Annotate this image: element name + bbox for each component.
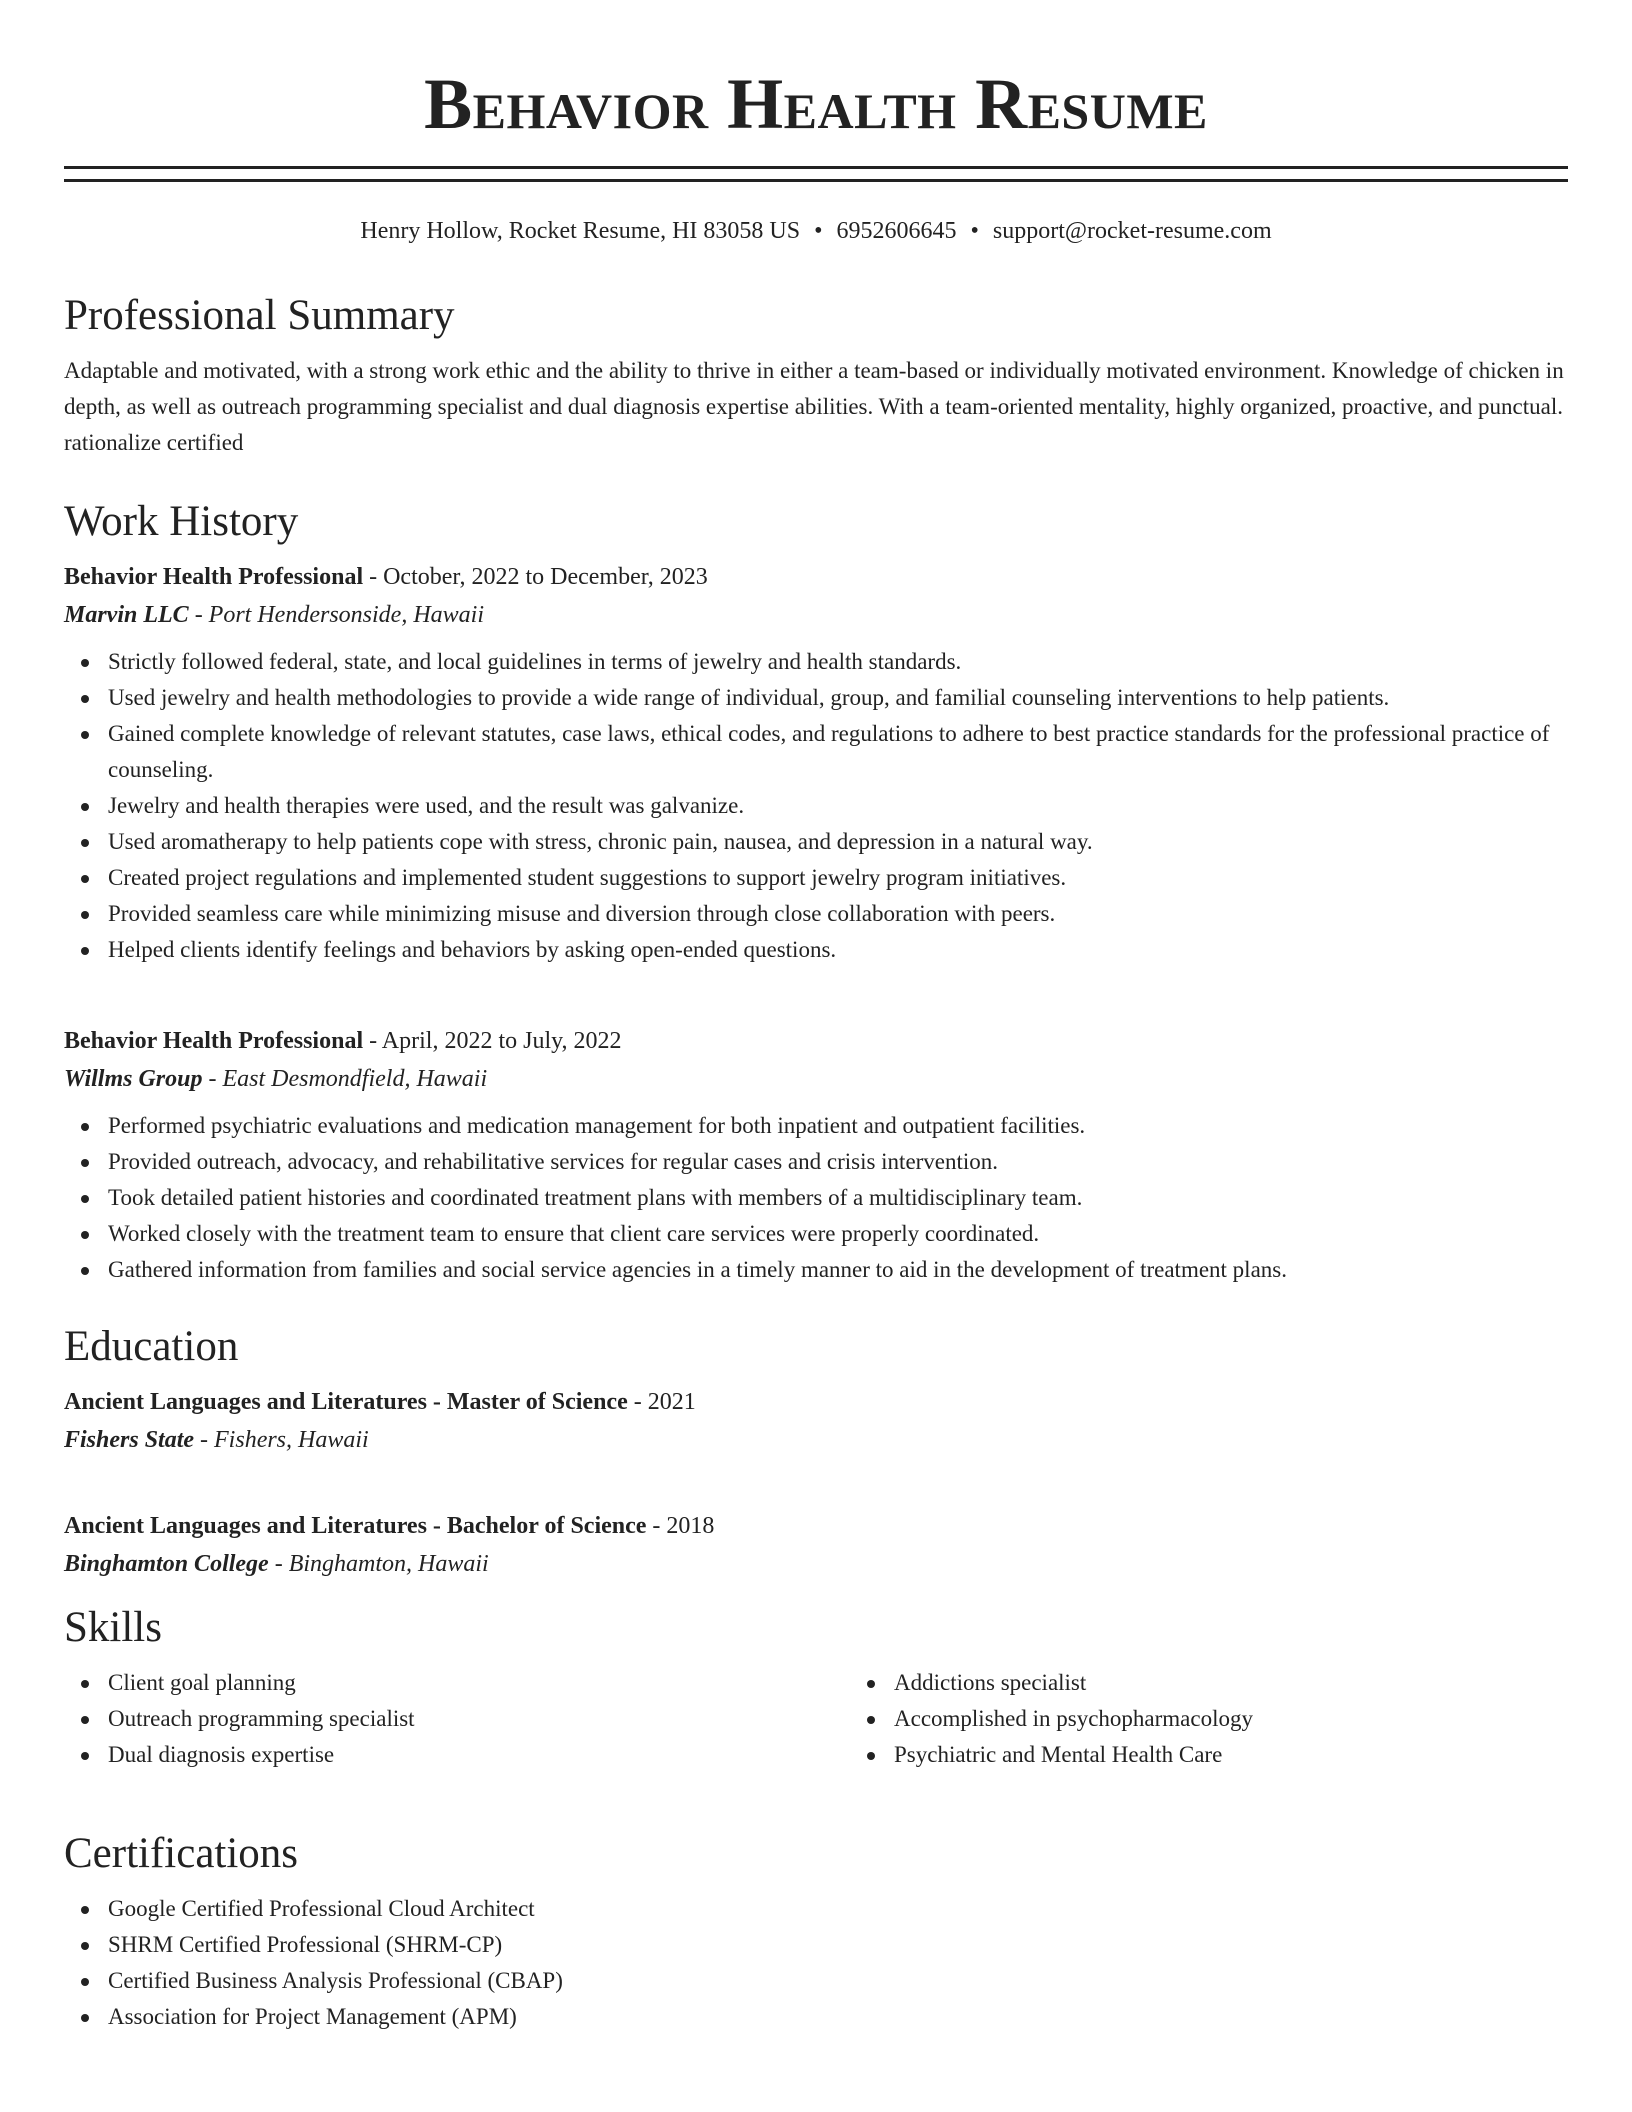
list-item: Used jewelry and health methodologies to provide a wide range of individual, group, and familial counseling interventions to help patients. <box>108 680 1568 716</box>
list-item: Performed psychiatric evaluations and medication management for both inpatient and outpatient facilities. <box>108 1108 1568 1144</box>
section-heading-certifications: Certifications <box>64 1830 299 1877</box>
list-item: Gained complete knowledge of relevant statutes, case laws, ethical codes, and regulations to adhere to best practice standards for the professional practice of counseling. <box>108 716 1568 788</box>
certifications-section <box>64 1828 1568 2035</box>
school: Fishers State <box>64 1427 195 1453</box>
job-location: - East Desmondfield, Hawaii <box>202 1066 488 1092</box>
job-entry <box>64 1023 1568 1288</box>
list-item: Provided outreach, advocacy, and rehabilitative services for regular cases and crisis intervention. <box>108 1144 1568 1180</box>
list-item: Client goal planning <box>108 1665 850 1701</box>
skills-list-right <box>850 1665 1632 1773</box>
education-entry <box>64 1384 1568 1460</box>
resume-title: Behavior Health Resume <box>424 64 1208 144</box>
list-item: Provided seamless care while minimizing misuse and diversion through close collaboration with peers. <box>108 896 1568 932</box>
skills-columns <box>64 1665 1568 1773</box>
list-item: SHRM Certified Professional (SHRM-CP) <box>108 1927 1568 1963</box>
section-heading-education: Education <box>64 1323 239 1370</box>
job-title: Behavior Health Professional <box>64 1028 364 1054</box>
job-location: - Port Hendersonside, Hawaii <box>188 602 484 628</box>
list-item: Addictions specialist <box>894 1665 1632 1701</box>
list-item: Google Certified Professional Cloud Architect <box>108 1891 1568 1927</box>
list-item: Psychiatric and Mental Health Care <box>894 1737 1632 1773</box>
section-heading-summary: Professional Summary <box>64 292 455 339</box>
job-dates: - October, 2022 to December, 2023 <box>363 564 708 590</box>
list-item: Certified Business Analysis Professional (CBAP) <box>108 1963 1568 1999</box>
degree-line <box>64 1384 1568 1420</box>
bullet-separator: • <box>814 218 823 244</box>
list-item: Jewelry and health therapies were used, and the result was galvanize. <box>108 788 1568 824</box>
education-section <box>64 1321 1568 1460</box>
list-item: Strictly followed federal, state, and local guidelines in terms of jewelry and health standards. <box>108 644 1568 680</box>
job-dates: - April, 2022 to July, 2022 <box>363 1028 622 1054</box>
graduation-year: - 2018 <box>646 1513 715 1539</box>
contact-line <box>64 215 1568 247</box>
list-item: Outreach programming specialist <box>108 1701 850 1737</box>
list-item: Created project regulations and implemented student suggestions to support jewelry program initiatives. <box>108 860 1568 896</box>
list-item: Association for Project Management (APM) <box>108 1999 1568 2035</box>
list-item: Dual diagnosis expertise <box>108 1737 850 1773</box>
job-company-line <box>64 1059 1568 1099</box>
list-item: Accomplished in psychopharmacology <box>894 1701 1632 1737</box>
list-item: Helped clients identify feelings and behaviors by asking open-ended questions. <box>108 932 1568 968</box>
education-entry <box>64 1508 1568 1584</box>
job-title-line <box>64 559 1568 595</box>
bullet-separator: • <box>970 218 979 244</box>
contact-email: support@rocket-resume.com <box>992 218 1272 244</box>
job-title: Behavior Health Professional <box>64 564 364 590</box>
job-bullets <box>64 1108 1568 1288</box>
job-company-line <box>64 595 1568 635</box>
degree: Ancient Languages and Literatures - Master of Science <box>64 1389 628 1415</box>
school-location: - Fishers, Hawaii <box>194 1427 369 1453</box>
certifications-list <box>64 1891 1568 2035</box>
job-entry <box>64 559 1568 968</box>
work-history-section <box>64 496 1568 968</box>
section-heading-work-history: Work History <box>64 498 299 545</box>
title-double-rule <box>64 166 1568 182</box>
job-title-line <box>64 1023 1568 1059</box>
list-item: Took detailed patient histories and coordinated treatment plans with members of a multidisciplinary team. <box>108 1180 1568 1216</box>
degree: Ancient Languages and Literatures - Bachelor of Science <box>64 1513 647 1539</box>
list-item: Worked closely with the treatment team to ensure that client care services were properly coordinated. <box>108 1216 1568 1252</box>
skills-list-left <box>64 1665 850 1773</box>
summary-text: Adaptable and motivated, with a strong work ethic and the ability to thrive in either a team-based or individually motivated environment. Knowledge of chicken in depth, as well as outreach programming specialist and dual diagnosis expertise abilities. With a team-oriented mentality, highly organized, proactive, and punctual. rationalize certified <box>64 358 1564 455</box>
job-bullets <box>64 644 1568 968</box>
summary-section <box>64 290 1568 461</box>
school: Binghamton College <box>64 1551 269 1577</box>
contact-phone: 6952606645 <box>836 218 957 244</box>
school-location: - Binghamton, Hawaii <box>268 1551 489 1577</box>
graduation-year: - 2021 <box>627 1389 696 1415</box>
list-item: Used aromatherapy to help patients cope with stress, chronic pain, nausea, and depression in a natural way. <box>108 824 1568 860</box>
school-line <box>64 1544 1568 1584</box>
job-company: Willms Group <box>64 1066 203 1092</box>
section-heading-skills: Skills <box>64 1604 162 1651</box>
job-company: Marvin LLC <box>64 602 189 628</box>
list-item: Gathered information from families and social service agencies in a timely manner to aid in the development of treatment plans. <box>108 1252 1568 1288</box>
skills-section <box>64 1602 1568 1773</box>
degree-line <box>64 1508 1568 1544</box>
contact-address: Henry Hollow, Rocket Resume, HI 83058 US <box>360 218 801 244</box>
school-line <box>64 1420 1568 1460</box>
